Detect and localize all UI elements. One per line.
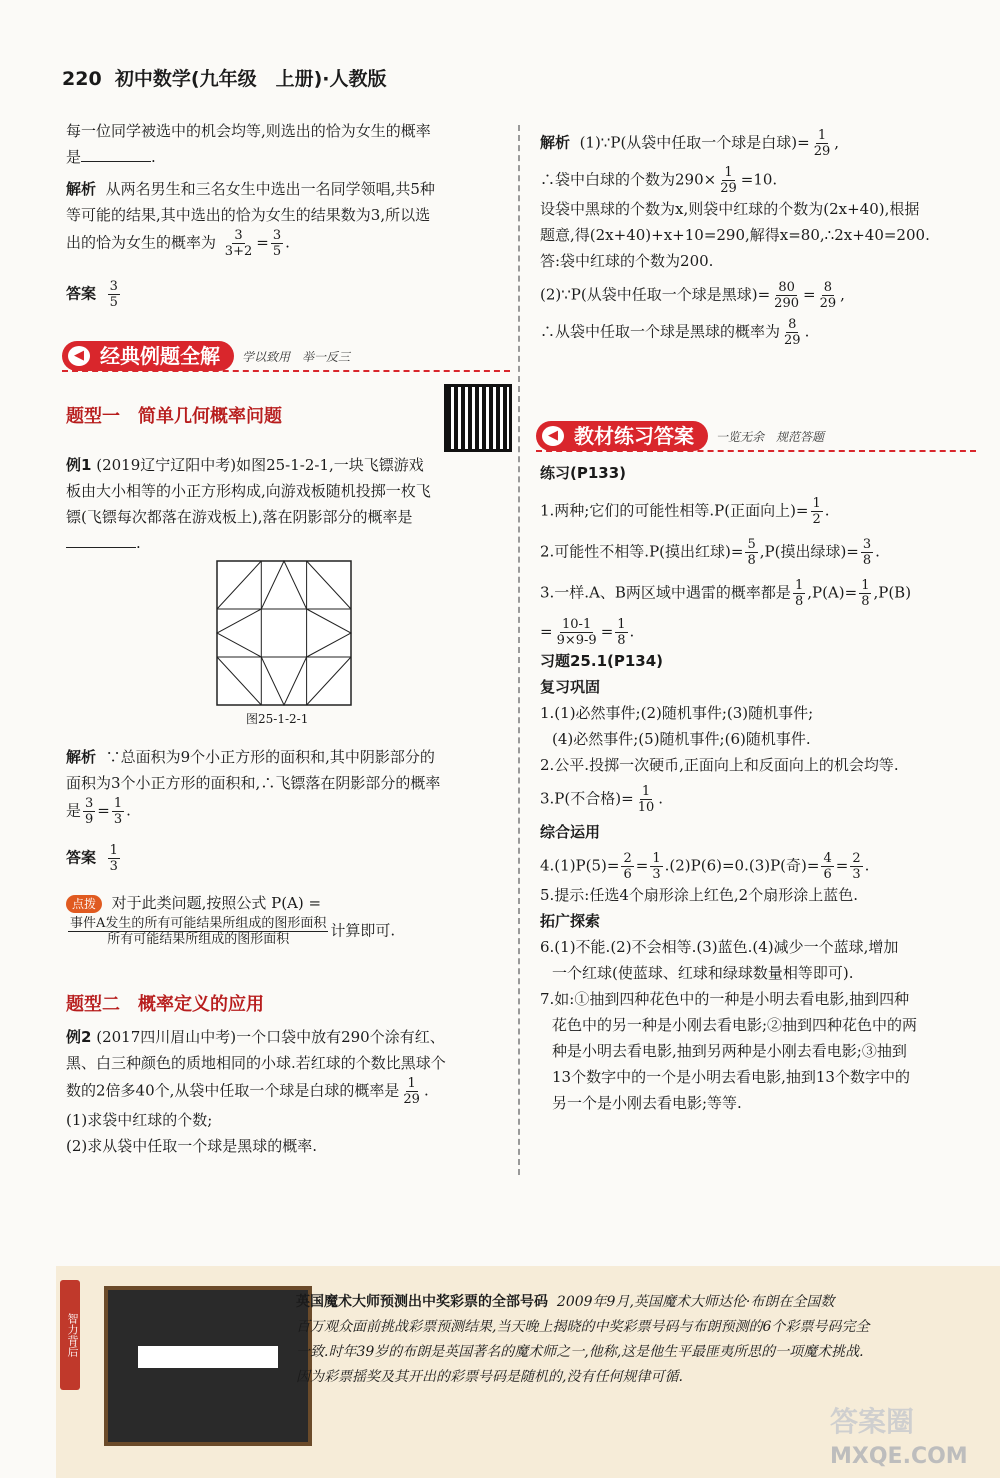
text-line: 例2 (2017四川眉山中考)一个口袋中放有290个涂有红、 bbox=[66, 1028, 445, 1046]
text-line: 从两名男生和三名女生中选出一名同学领唱,共5种 bbox=[105, 180, 435, 198]
answer-blank bbox=[66, 533, 136, 548]
analysis bbox=[66, 176, 512, 202]
answer-label: 答案 bbox=[66, 284, 97, 303]
figure-caption: 图25-1-2-1 bbox=[246, 712, 309, 726]
answer-line: 3.一样.A、B两区域中遇雷的概率都是 $\frac{1}{8}$ ,P(A)= $\frac{1}{8}$ ,P(B) bbox=[540, 578, 912, 609]
trivia-text: 英国魔术大师预测出中奖彩票的全部号码 2009年9月,英国魔术大师达伦·布朗在全国数 百万观众面前挑战彩票预测结果,当天晚上揭晓的中奖彩票号码与布朗预测的6个彩票号码完全 一致.时年39岁的布朗是英国著名的魔术师之一,他称,这是他生平最匪夷所思的一项魔术挑战. 因为彩票摇奖及其开出的彩票号码是随机的,没有任何规律可循. bbox=[296, 1290, 996, 1390]
text-line: 解析 ∵总面积为9个小正方形的面积和,其中阴影部分的 bbox=[66, 748, 435, 766]
text-line: 题意,得(2x+40)+x+10=290,解得x=80,∴2x+40=200. bbox=[540, 226, 930, 244]
text-line: 百万观众面前挑战彩票预测结果,当天晚上揭晓的中奖彩票号码与布朗预测的6个彩票号码完全 bbox=[296, 1319, 870, 1335]
text-line: ∴从袋中任取一个球是黑球的概率为 $\frac{8}{29}$ . bbox=[540, 317, 810, 348]
text-line: 是 $\frac{3}{9}$ = $\frac{1}{3}$ . bbox=[66, 796, 131, 827]
fraction: $\frac{3}{5}$ bbox=[109, 279, 118, 310]
page-number: 220 bbox=[62, 68, 102, 90]
answer-line: 5.提示:任选4个扇形涂上红色,2个扇形涂上蓝色. bbox=[540, 886, 858, 904]
fraction: $\frac{1}{3}$ bbox=[113, 796, 123, 827]
text-line: 黑、白三种颜色的质地相同的小球.若红球的个数比黑球个 bbox=[66, 1054, 446, 1072]
example-2 bbox=[66, 1024, 512, 1159]
subheading: 复习巩固 bbox=[540, 678, 601, 696]
magician-photo bbox=[104, 1286, 312, 1446]
question-type-heading: 题型二 概率定义的应用 bbox=[66, 994, 264, 1015]
text-line: 答:袋中红球的个数为200. bbox=[540, 252, 714, 270]
answer-line: 7.如:①抽到四种花色中的一种是小明去看电影,抽到四种 bbox=[540, 990, 910, 1008]
fraction: $\frac{3}{3+2}$ bbox=[224, 228, 253, 259]
text-line: 设袋中黑球的个数为x,则袋中红球的个数为(2x+40),根据 bbox=[540, 200, 920, 218]
speaker-icon: ◀ bbox=[68, 346, 90, 366]
text-line: 镖(飞镖每次都落在游戏板上),落在阴影部分的概率是 bbox=[66, 508, 413, 526]
example-label: 例1 bbox=[66, 456, 92, 474]
banner-rule bbox=[62, 370, 510, 372]
text-line: 数的2倍多40个,从袋中任取一个球是白球的概率是 $\frac{1}{29}$ . bbox=[66, 1076, 429, 1107]
example-1 bbox=[66, 452, 512, 556]
analysis-label: 解析 bbox=[66, 180, 97, 198]
text-line: 因为彩票摇奖及其开出的彩票号码是随机的,没有任何规律可循. bbox=[296, 1369, 683, 1385]
text-line: 例1 (2019辽宁辽阳中考)如图25-1-2-1,一块飞镖游戏 bbox=[66, 456, 424, 474]
text-line: 板由大小相等的小正方形构成,向游戏板随机投掷一枚飞 bbox=[66, 482, 431, 500]
answer-line: 6.(1)不能.(2)不会相等.(3)蓝色.(4)减少一个蓝球,增加 bbox=[540, 938, 899, 956]
answer-line: 3.P(不合格)= $\frac{1}{10}$ . bbox=[540, 784, 664, 815]
question: (2)求从袋中任取一个球是黑球的概率. bbox=[66, 1137, 318, 1155]
fraction: $\frac{3}{5}$ bbox=[272, 228, 282, 259]
right-column bbox=[540, 128, 980, 348]
column-divider bbox=[518, 125, 520, 1175]
answer: 答案 $\frac{1}{3}$ bbox=[66, 843, 118, 874]
answer-line: 花色中的另一种是小刚去看电影;②抽到四种花色中的两 bbox=[552, 1016, 918, 1034]
section-banner bbox=[536, 420, 976, 452]
question: (1)求袋中红球的个数; bbox=[66, 1111, 213, 1129]
answer-line: (4)必然事件;(5)随机事件;(6)随机事件. bbox=[552, 730, 811, 748]
text-line: 出的恰为女生的概率为 $\frac{3}{3+2}$ = $\frac{3}{5}$ . bbox=[66, 228, 290, 259]
page-header bbox=[62, 64, 387, 91]
fraction: $\frac{1}{29}$ bbox=[403, 1076, 420, 1107]
text-line: ∴袋中白球的个数为290× $\frac{1}{29}$ =10. bbox=[540, 165, 778, 196]
answer-line: 2.公平.投掷一次硬币,正面向上和反面向上的机会均等. bbox=[540, 756, 899, 774]
answer-line: 1.两种;它们的可能性相等.P(正面向上)= $\frac{1}{2}$ . bbox=[540, 496, 830, 527]
banner-rule bbox=[536, 450, 976, 452]
subheading: 综合运用 bbox=[540, 823, 601, 841]
watermark-logo: 答案圈 bbox=[830, 1405, 915, 1438]
lottery-card-image bbox=[138, 1346, 278, 1368]
section-banner bbox=[62, 340, 510, 372]
text-line: 面积为3个小正方形的面积和,∴飞镖落在阴影部分的概率 bbox=[66, 774, 441, 792]
fraction: $\frac{1}{3}$ bbox=[109, 843, 118, 874]
analysis-2 bbox=[66, 744, 512, 947]
answer-line: 种是小明去看电影,抽到另两种是小刚去看电影;③抽到 bbox=[552, 1042, 907, 1060]
tip-label: 点拨 bbox=[66, 895, 102, 913]
left-column bbox=[66, 118, 512, 310]
tip: 点拨 对于此类问题,按照公式 P(A) = bbox=[66, 890, 512, 916]
exercise-answers bbox=[540, 460, 980, 1116]
answer-line: 另一个是小刚去看电影;等等. bbox=[552, 1094, 742, 1112]
subheading: 拓广探索 bbox=[540, 912, 601, 930]
watermark-url: MXQE.COM bbox=[830, 1444, 968, 1469]
speaker-icon: ◀ bbox=[542, 426, 564, 446]
dartboard-figure bbox=[216, 560, 352, 706]
text-line: 等可能的结果,其中选出的恰为女生的结果数为3,所以选 bbox=[66, 206, 431, 224]
answer-blank bbox=[81, 147, 151, 162]
answer-line: 2.可能性不相等.P(摸出红球)= $\frac{5}{8}$ ,P(摸出绿球)= $\frac{3}{8}$ . bbox=[540, 537, 880, 568]
answer-line: 4.(1)P(5)= $\frac{2}{6}$ = $\frac{1}{3}$ .(2)P(6)=0.(3)P(奇)= $\frac{4}{6}$ = $\frac{2}{3}$ . bbox=[540, 851, 870, 882]
banner-subtitle: 学以致用 举一反三 bbox=[242, 349, 351, 364]
trivia-title: 英国魔术大师预测出中奖彩票的全部号码 bbox=[296, 1294, 548, 1310]
text-line: . bbox=[66, 530, 512, 556]
qr-code-icon[interactable] bbox=[444, 384, 512, 452]
text-line: 一致.时年39岁的布朗是英国著名的魔术师之一,他称,这是他生平最匪夷所思的一项魔术挑战. bbox=[296, 1344, 864, 1360]
answer bbox=[66, 279, 512, 310]
banner-subtitle: 一览无余 规范答题 bbox=[716, 429, 825, 444]
answer-line: = $\frac{10-1}{9\times 9-9}$ = $\frac{1}{8}$ . bbox=[540, 617, 635, 648]
banner-title: ◀ 经典例题全解 bbox=[62, 341, 234, 371]
answer-line: 13个数字中的一个是小明去看电影,抽到13个数字中的 bbox=[552, 1068, 910, 1086]
exercise-heading: 习题25.1(P134) bbox=[540, 652, 664, 670]
book-title: 初中数学(九年级 上册)·人教版 bbox=[114, 68, 387, 90]
tip-formula: $\frac{\text{事件A发生的所有可能结果所组成的图形面积}}{\text{所有可能结果所组成的图形面积}}$ 计算即可. bbox=[70, 916, 396, 947]
answer-line: 一个红球(使蓝球、红球和绿球数量相等即可). bbox=[552, 964, 854, 982]
text-line: 解析 (1)∵P(从袋中任取一个球是白球)= $\frac{1}{29}$ , bbox=[540, 128, 840, 159]
fraction: $\frac{3}{9}$ bbox=[85, 796, 94, 827]
question-type-heading: 题型一 简单几何概率问题 bbox=[66, 406, 282, 427]
text-line: (2)∵P(从袋中任取一个球是黑球)= $\frac{80}{290}$ = $\frac{8}{29}$ , bbox=[540, 280, 845, 311]
side-tag: 智力背后 bbox=[60, 1280, 80, 1390]
text-line: 是 . bbox=[66, 148, 156, 166]
text-line: 每一位同学被选中的机会均等,则选出的恰为女生的概率 bbox=[66, 122, 431, 140]
answer-line: 1.(1)必然事件;(2)随机事件;(3)随机事件; bbox=[540, 704, 814, 722]
banner-title: ◀ 教材练习答案 bbox=[536, 421, 708, 451]
exercise-heading: 练习(P133) bbox=[540, 464, 627, 482]
